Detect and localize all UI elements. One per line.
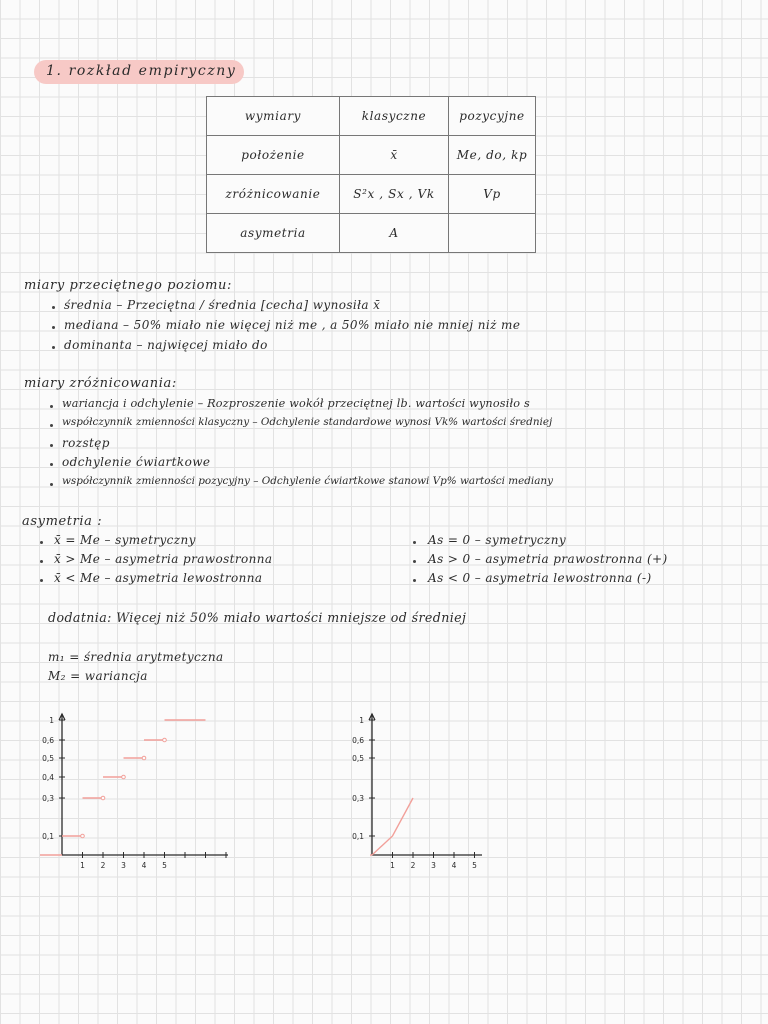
bullet [40, 579, 43, 582]
bullet [413, 560, 416, 563]
x-tick-label: 4 [141, 861, 147, 870]
moment-line: m₁ = średnia arytmetyczna [48, 650, 224, 664]
x-tick-label: 1 [80, 861, 85, 870]
table-cell: A [340, 214, 449, 253]
bullet [40, 541, 43, 544]
list-item: odchylenie ćwiartkowe [62, 455, 211, 469]
table-header-row [207, 97, 536, 136]
y-tick-label: 1 [49, 716, 54, 725]
list-item: wariancja i odchylenie – Rozproszenie wokół przeciętnej lb. wartości wynosiło s [62, 397, 530, 410]
table-cell: S²x , Sx , Vk [340, 175, 449, 214]
y-tick-label: 0,1 [42, 832, 54, 841]
table-header-cell: klasyczne [340, 97, 449, 136]
table-cell: x̄ [340, 136, 449, 175]
bullet [52, 326, 55, 329]
bullet [413, 579, 416, 582]
cumulative-line [372, 798, 413, 855]
list-item: mediana – 50% miało nie więcej niż me , a 50% miało nie mniej niż me [64, 318, 521, 332]
x-tick-label: 3 [431, 861, 436, 870]
x-tick-label: 2 [410, 861, 416, 870]
table-row [207, 214, 536, 253]
list-item: x̄ = Me – symetryczny [54, 533, 196, 547]
table-header-cell: wymiary [207, 97, 340, 136]
table-cell: zróżnicowanie [207, 175, 340, 214]
list-item: współczynnik zmienności pozycyjny – Odchylenie ćwiartkowe stanowi Vp% wartości mediany [62, 475, 553, 487]
open-point [142, 756, 146, 760]
list-item: As > 0 – asymetria prawostronna (+) [428, 552, 668, 566]
bullet [40, 560, 43, 563]
page-heading: 1. rozkład empiryczny [46, 63, 237, 79]
y-tick-label: 0,5 [42, 754, 54, 763]
open-point [163, 738, 167, 742]
y-tick-label: 0,3 [42, 794, 54, 803]
bullet [50, 483, 53, 486]
y-tick-label: 0,1 [352, 832, 364, 841]
table-cell: Vp [449, 175, 536, 214]
bullet [52, 346, 55, 349]
list-item: dominanta – najwięcej miało do [64, 338, 268, 352]
moment-line: M₂ = wariancja [48, 669, 148, 683]
y-tick-label: 0,3 [352, 794, 364, 803]
table-cell [449, 214, 536, 253]
x-tick-label: 5 [472, 861, 477, 870]
distribution-chart-line [330, 700, 490, 880]
list-item: x̄ > Me – asymetria prawostronna [54, 552, 273, 566]
table-cell: położenie [207, 136, 340, 175]
table-cell: Me, do, kp [449, 136, 536, 175]
y-tick-label: 0,6 [42, 736, 54, 745]
note-text: dodatnia: Więcej niż 50% miało wartości mniejsze od średniej [48, 610, 467, 625]
bullet [50, 405, 53, 408]
measures-table [206, 96, 536, 253]
list-item: rozstęp [62, 436, 110, 450]
x-tick-label: 4 [451, 861, 457, 870]
table-header-cell: pozycyjne [449, 97, 536, 136]
y-tick-label: 0,6 [352, 736, 364, 745]
section-title: miary zróżnicowania: [24, 376, 177, 391]
x-tick-label: 1 [390, 861, 395, 870]
bullet [50, 444, 53, 447]
open-point [122, 775, 126, 779]
list-item: średnia – Przeciętna / średnia [cecha] wynosiła x̄ [64, 298, 381, 312]
x-tick-label: 5 [162, 861, 167, 870]
section-title: miary przeciętnego poziomu: [24, 278, 232, 293]
bullet [413, 541, 416, 544]
open-point [101, 796, 105, 800]
open-point [81, 834, 85, 838]
table-cell: asymetria [207, 214, 340, 253]
list-item: As < 0 – asymetria lewostronna (-) [428, 571, 652, 585]
table-row [207, 175, 536, 214]
x-tick-label: 2 [100, 861, 106, 870]
bullet [52, 306, 55, 309]
bullet [50, 424, 53, 427]
y-tick-label: 0,4 [42, 773, 54, 782]
section-title: asymetria : [22, 514, 103, 529]
table-row [207, 136, 536, 175]
list-item: As = 0 – symetryczny [428, 533, 567, 547]
list-item: x̄ < Me – asymetria lewostronna [54, 571, 263, 585]
bullet [50, 463, 53, 466]
x-tick-label: 3 [121, 861, 126, 870]
list-item: współczynnik zmienności klasyczny – Odchylenie standardowe wynosi Vk% wartości średniej [62, 416, 553, 428]
y-tick-label: 0,5 [352, 754, 364, 763]
y-tick-label: 1 [359, 716, 364, 725]
distribution-chart-step [20, 700, 220, 880]
